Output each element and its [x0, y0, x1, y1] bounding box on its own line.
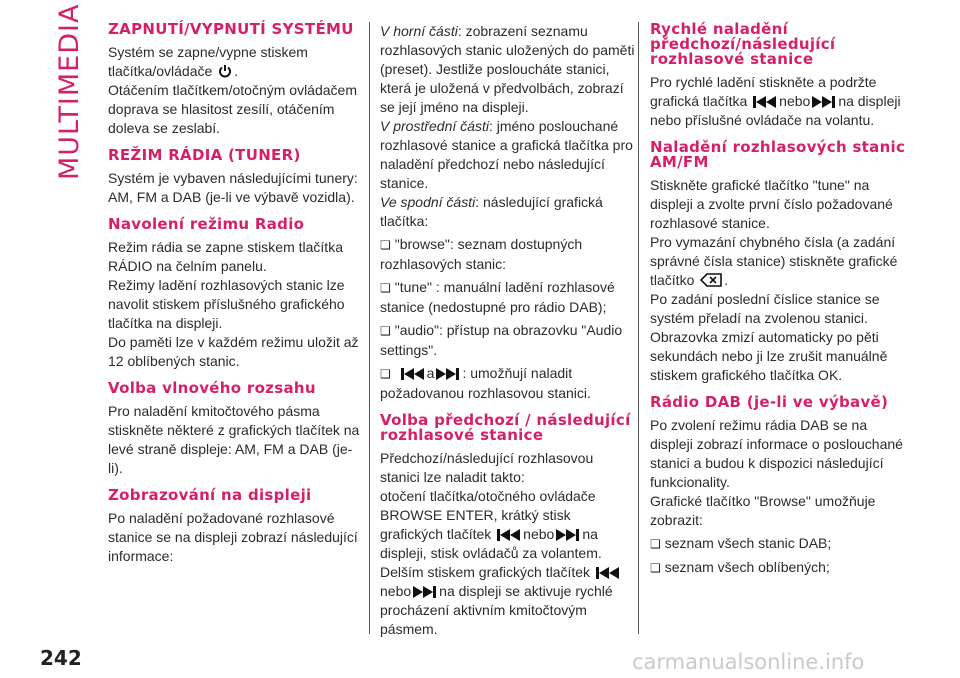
page-number: 242 — [40, 646, 82, 670]
previous-icon — [497, 529, 521, 541]
section-side-title: MULTIMEDIA — [54, 3, 85, 180]
heading-prev-next: Volba předchozí / následující rozhlasové stanice — [380, 411, 631, 444]
bullet-tune: ❑ "tune" : manuální ladění rozhlasové stanice (nedostupné pro rádio DAB); — [380, 278, 635, 317]
paragraph-band: Pro naladění kmitočtového pásma stiskněte některé z grafických tlačítek na levé straně displeje: AM, FM a DAB (je-li). — [108, 403, 360, 476]
heading-radio-mode: REŽIM RÁDIA (TUNER) — [108, 146, 301, 164]
heading-radio-select: Navolení režimu Radio — [108, 215, 305, 233]
bullet-audio: ❑ "audio": přístup na obrazovku "Audio settings". — [380, 321, 635, 360]
power-icon — [218, 64, 232, 78]
heading-power: ZAPNUTÍ/VYPNUTÍ SYSTÉMU — [108, 20, 354, 38]
column-2: V horní části: zobrazení seznamu rozhlasových stanic uložených do paměti (preset). Jestliže posloucháte stanici, která je uložená v předvolbách, zobrazí se její jméno na displeji. V prostřední části: jméno poslouchané rozhlasové stanice a grafická tlačítka pro naladění předchozí nebo následující stanice. Ve spodní části: následující grafická tlačítka: ❑ "browse": seznam dostupných rozhlasových stanic: ❑ "tune" : manuální ladění rozhlasové stanice (nedostupné pro rádio DAB); ❑ "audio": přístup na obrazovku "Audio settings". ❑ a : umožňují naladit požadovanou rozhlasovou stanici. Volba předchozí / následující rozhlasové stanice Předchozí/následující rozhlasovou stanici lze naladit takto: otočení tlačítka/otočného ovládače BROWSE ENTER, krátký stisk grafických tlačítek nebo na displeji, stisk ovládačů za volantem. Delším stiskem grafických tlačítek nebo na displeji se aktivuje rychlé procházení aktivním kmitočtovým pásmem. — [380, 22, 635, 639]
column-1: ZAPNUTÍ/VYPNUTÍ SYSTÉMU Systém se zapne/vypne stiskem tlačítka/ovládače . Otáčením tlačítkem/otočným ovládačem doprava se hlasitost zesílí, otáčením doleva se zeslabí. REŽIM RÁDIA (TUNER) Systém je vybaven následujícími tunery: AM, FM a DAB (je-li ve výbavě vozidla). Navolení režimu Radio Režim rádia se zapne stiskem tlačítka RÁDIO na čelním panelu. Režimy ladění rozhlasových stanic lze navolit stiskem příslušného grafického tlačítka na displeji. Do paměti lze v každém režimu uložit až 12 oblíbených stanic. Volba vlnového rozsahu Pro naladění kmitočtového pásma stiskněte některé z grafických tlačítek na levé straně displeje: AM, FM a DAB (je-li). Zobrazování na displeji Po naladění požadované rozhlasové stanice se na displeji zobrazí následující informace: — [108, 20, 360, 564]
next-icon — [812, 96, 836, 108]
watermark: carmanualsonline.info — [632, 650, 865, 674]
paragraph-display: Po naladění požadované rozhlasové stanice se na displeji zobrazí následující informace: — [108, 510, 358, 564]
paragraph-browse: Grafické tlačítko "Browse" umožňuje zobrazit: — [650, 493, 876, 528]
bullet-favorites: ❑ seznam všech oblíbených; — [650, 558, 910, 578]
paragraph-prev-next: Předchozí/následující rozhlasovou stanici lze naladit takto: — [380, 450, 594, 485]
paragraph-tune: Stiskněte grafické tlačítko "tune" na displeji a zvolte první číslo požadované rozhlasové stanice. — [650, 177, 893, 231]
heading-dab: Rádio DAB (je-li ve výbavě) — [650, 393, 889, 411]
bullet-seek: ❑ a : umožňují naladit požadovanou rozhlasovou stanici. — [380, 364, 635, 403]
heading-display: Zobrazování na displeji — [108, 486, 312, 504]
paragraph-radio-button: Režim rádia se zapne stiskem tlačítka RÁDIO na čelním panelu. — [108, 239, 343, 274]
heading-am-fm-tune: Naladění rozhlasových stanic AM/FM — [650, 138, 906, 171]
bullet-dab-list: ❑ seznam všech stanic DAB; — [650, 534, 910, 554]
next-icon — [413, 586, 437, 598]
previous-icon — [401, 368, 425, 380]
paragraph-presets: Do paměti lze v každém režimu uložit až 12 oblíbených stanic. — [108, 334, 359, 369]
paragraph-volume: Otáčením tlačítkem/otočným ovládačem doprava se hlasitost zesílí, otáčením doleva se zeslabí. — [108, 82, 357, 136]
heading-band-select: Volba vlnového rozsahu — [108, 379, 316, 397]
previous-icon — [753, 96, 777, 108]
column-3: Rychlé naladění předchozí/následující rozhlasové stanice Pro rychlé ladění stiskněte a podržte grafická tlačítka nebo na displeji nebo příslušné ovládače na volantu. Naladění rozhlasových stanic AM/FM Stiskněte grafické tlačítko "tune" na displeji a zvolte první číslo požadované rozhlasové stanice. Pro vymazání chybného čísla (a zadání správné čísla stanice) stiskněte grafické tlačítko . Po zadání poslední číslice stanice se systém přeladí na zvolenou stanici. Obrazovka zmizí automaticky po pěti sekundách nebo ji lze zrušit manuálně stiskem grafického tlačítka OK. Rádio DAB (je-li ve výbavě) Po zvolení režimu rádia DAB se na displeji zobrazí informace o poslouchané stanici a budou k dispozici následující funkcionality. Grafické tlačítko "Browse" umožňuje zobrazit: ❑ seznam všech stanic DAB; ❑ seznam všech oblíbených; — [650, 22, 910, 578]
paragraph-tuners: Systém je vybaven následujícími tunery: AM, FM a DAB (je-li ve výbavě vozidla). — [108, 170, 358, 205]
column-divider — [369, 22, 370, 634]
paragraph-tuning-modes: Režimy ladění rozhlasových stanic lze navolit stiskem příslušného grafického tlačítka na displeji. — [108, 277, 345, 331]
bullet-browse: ❑ "browse": seznam dostupných rozhlasových stanic: — [380, 235, 635, 274]
paragraph-dab: Po zvolení režimu rádia DAB se na displeji zobrazí informace o poslouchané stanici a budou k dispozici následující funkcionality. — [650, 417, 903, 490]
next-icon — [436, 368, 460, 380]
paragraph-last-digit: Po zadání poslední číslice stanice se systém přeladí na zvolenou stanici. Obrazovka zmizí automaticky po pěti sekundách nebo ji lze zrušit manuálně stiskem grafického tlačítka OK. — [650, 291, 888, 383]
next-icon — [556, 529, 580, 541]
heading-quick-tune: Rychlé naladění předchozí/následující rozhlasové stanice — [650, 20, 836, 68]
column-divider — [638, 22, 639, 634]
previous-icon — [596, 567, 620, 579]
backspace-icon — [700, 273, 722, 287]
